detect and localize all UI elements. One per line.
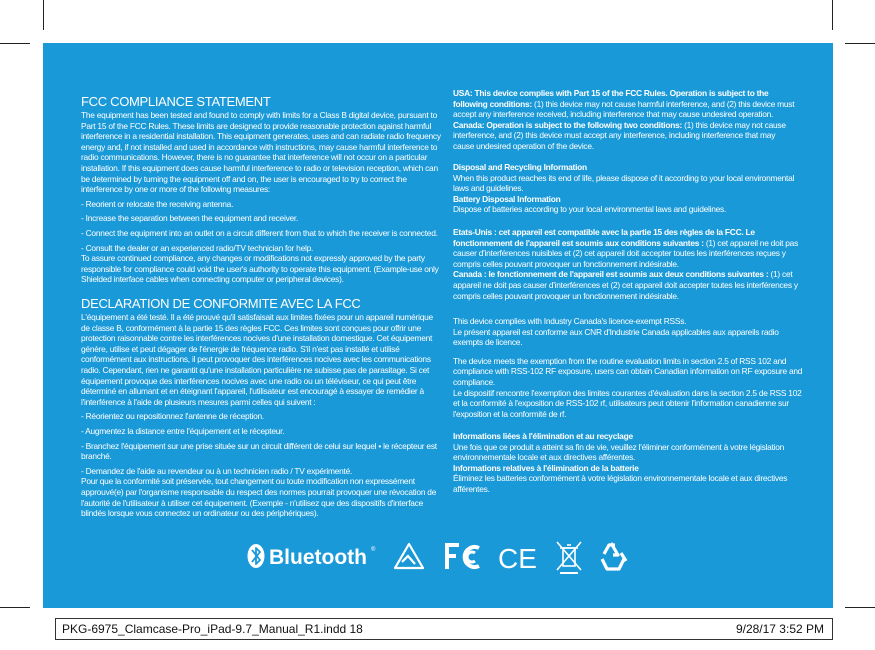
etats-section bbox=[453, 227, 798, 301]
rf-exposure-en: The device meets the exemption from the routine evaluation limits in section 2.5 of RSS 102 and compliance with RSS-102 RF exposure, users can obtain Canadian information on RF exposure and compliance. bbox=[453, 355, 803, 387]
fcc-title: FCC COMPLIANCE STATEMENT bbox=[81, 94, 271, 109]
weee-crossed-bin-icon bbox=[557, 542, 581, 574]
etats-canada-text: (1) cet appareil ne doit pas causer d'interférences et (2) cet appareil doit accepter toutes les interférences y compris celles pouvant provoquer un fonctionnement indésirable. bbox=[453, 269, 798, 301]
bluetooth-wordmark: Bluetooth bbox=[269, 546, 367, 569]
elimination-battery-text: Éliminez les batteries conformément à votre législation environnementale locale et aux directives afférentes. bbox=[453, 473, 788, 494]
crop-mark bbox=[43, 0, 44, 30]
declaration-body: L'équipement a été testé. Il a été prouvé qu'il satisfaisait aux limites fixées pour un appareil numérique de classe B, conformément à la partie 15 des règles FCC. Ces limites sont conçues pour offrir une protection raisonnable contre les interférences nocives d'une installation domestique. Cet équipement génère, utilise et peut dégager de l'énergie de fréquence radio. S'il n'est pas installé et utilisé conformément aux instructions, il peut provoquer des interférences nocives avec les communications radio. Cependant, rien ne garantit qu'une installation particulière ne subisse pas de parasitage. Si cet équipement provoque des interférences nocives avec une radio ou un téléviseur, ce qui peut être déterminé en allumant et en éteignant l'appareil, l'utilisateur est encouragé à essayer de remédier à l'interférence à l'aide de plusieurs mesures parmi celles qui suivent : bbox=[81, 312, 433, 407]
industry-line: This device complies with Industry Canada's licence-exempt RSSs. bbox=[453, 316, 687, 326]
declaration-title: DECLARATION DE CONFORMITE AVEC LA FCC bbox=[81, 296, 361, 311]
ce-mark: CE bbox=[498, 543, 537, 574]
fcc-bullet: - Increase the separation between the equipment and receiver. bbox=[81, 213, 299, 224]
industry-line-fr: Le présent appareil est conforme aux CNR d'Industrie Canada applicables aux appareils radio exempts de licence. bbox=[453, 326, 779, 348]
fcc-section bbox=[81, 94, 443, 285]
registered-mark: ® bbox=[371, 547, 376, 553]
battery-text: Dispose of batteries according to your local environmental laws and guidelines. bbox=[453, 204, 727, 215]
crop-mark bbox=[845, 43, 875, 44]
rf-exposure-fr: Le dispositif rencontre l'exemption des limites courantes d'évaluation dans la section 2.5 de RSS 102 et la conformité à l'exposition de RSS-102 rf, utilisateurs peut obtenir l'information canadienne sur l'exposition et la conformité de rf. bbox=[453, 387, 802, 419]
recycle-icon bbox=[602, 543, 626, 569]
canada-text: (1) this device may not cause interference, and (2) this device must accept any interference, including interference that may cause undesired operation of the device. bbox=[453, 119, 786, 151]
declaration-section bbox=[81, 296, 443, 519]
crop-mark bbox=[0, 43, 30, 44]
declaration-bullet: - Branchez l'équipement sur une prise située sur un circuit différent de celui sur lequel • le récepteur est branché. bbox=[81, 440, 437, 462]
declaration-bullet: - Augmentez la distance entre l'équipement et le récepteur. bbox=[81, 425, 285, 436]
crop-mark bbox=[845, 607, 875, 608]
disposal-text: When this product reaches its end of life, please dispose of it according to your local environmental laws and guidelines. bbox=[453, 172, 795, 194]
fcc-bullet: - Connect the equipment into an outlet on a circuit different from that to which the receiver is connected. bbox=[81, 227, 438, 238]
fcc-closing: To assure continued compliance, any changes or modifications not expressly approved by the party responsible for compliance could void the user's authority to operate this equipment. (Example-use only Shielded interface cables when connecting computer or peripheral devices). bbox=[81, 253, 439, 285]
rcm-mark-icon bbox=[395, 544, 423, 568]
battery-title: Battery Disposal Information bbox=[453, 193, 561, 204]
industry-section bbox=[453, 316, 803, 419]
disposal-title: Disposal and Recycling Information bbox=[453, 162, 587, 172]
canada-lead: Canada: Operation is subject to the following two conditions: bbox=[453, 119, 683, 130]
etats-text: (1) cet appareil ne doit pas causer d'interférences nuisibles et (2) cet appareil doit accepter toutes les interférences reçues y compris celles pouvant provoquer un fonctionnement indésirable. bbox=[453, 237, 799, 269]
disposal-section bbox=[453, 162, 798, 215]
certification-logos bbox=[245, 538, 635, 574]
bluetooth-icon bbox=[248, 544, 265, 568]
crop-mark bbox=[832, 0, 833, 30]
elimination-text: Une fois que ce produit a atteint sa fin de vie, veuillez l'éliminer conformément à votre législation environnementale locale et aux directives afférentes. bbox=[453, 441, 785, 463]
print-timestamp: 9/28/17 3:52 PM bbox=[735, 622, 824, 636]
fcc-bullet: - Reorient or relocate the receiving antenna. bbox=[81, 198, 234, 209]
usa-section bbox=[453, 88, 798, 152]
fcc-body: The equipment has been tested and found to comply with limits for a Class B digital device, pursuant to Part 15 of the FCC Rules. These limits are designed to provide reasonable protection against harmful interference in a residential installation. This equipment generates, uses and can radiate radio frequency energy and, if not installed and used in accordance with instructions, may cause harmful interference to radio communications. However, there is no guarantee that interference will not occur on a particular installation. If this equipment does cause harmful interference to radio or television reception, which can be determined by turning the equipment off and on, the user is encouraged to try to correct the interference by one or more of the following measures: bbox=[81, 110, 441, 195]
elimination-section bbox=[453, 431, 798, 495]
fcc-bullet: - Consult the dealer or an experienced radio/TV technician for help. bbox=[81, 242, 314, 253]
etats-lead: Etats-Unis : cet appareil est compatible avec la partie 15 des règles de la FCC. Le fonctionnement de l'appareil est soumis aux conditions suivantes : bbox=[453, 227, 755, 248]
elimination-title: Informations liées à l'élimination et au recyclage bbox=[453, 431, 633, 441]
declaration-bullet: - Demandez de l'aide au revendeur ou à un technicien radio / TV expérimenté. bbox=[81, 465, 353, 476]
indd-filename: PKG-6975_Clamcase-Pro_iPad-9.7_Manual_R1.indd 18 bbox=[62, 622, 363, 636]
usa-text: (1) this device may not cause harmful interference, and (2) this device must accept any interference received, including interference that may cause undesired operation. bbox=[453, 98, 795, 120]
declaration-closing: Pour que la conformité soit préservée, tout changement ou toute modification non expressément approuvé(e) par l'organisme responsable du respect des normes pourrait provoquer une révocation de l'autorité de l'utilisateur à utiliser cet équipement. (Exemple - n'utilisez que des dispositifs d'interface blindés lorsque vous connectez un ordinateur ou des périphériques). bbox=[81, 476, 437, 519]
elimination-battery-title: Informations relatives à l'élimination de la batterie bbox=[453, 462, 639, 473]
print-slug bbox=[55, 618, 833, 640]
declaration-bullet: - Réorientez ou repositionnez l'antenne de réception. bbox=[81, 411, 264, 422]
crop-mark bbox=[0, 607, 30, 608]
usa-lead: USA: This device complies with Part 15 of the FCC Rules. Operation is subject to the following conditions: bbox=[453, 88, 769, 109]
fcc-logo-icon bbox=[447, 545, 479, 569]
etats-canada-lead: Canada : le fonctionnement de l'appareil est soumis aux deux conditions suivantes : bbox=[453, 269, 769, 280]
